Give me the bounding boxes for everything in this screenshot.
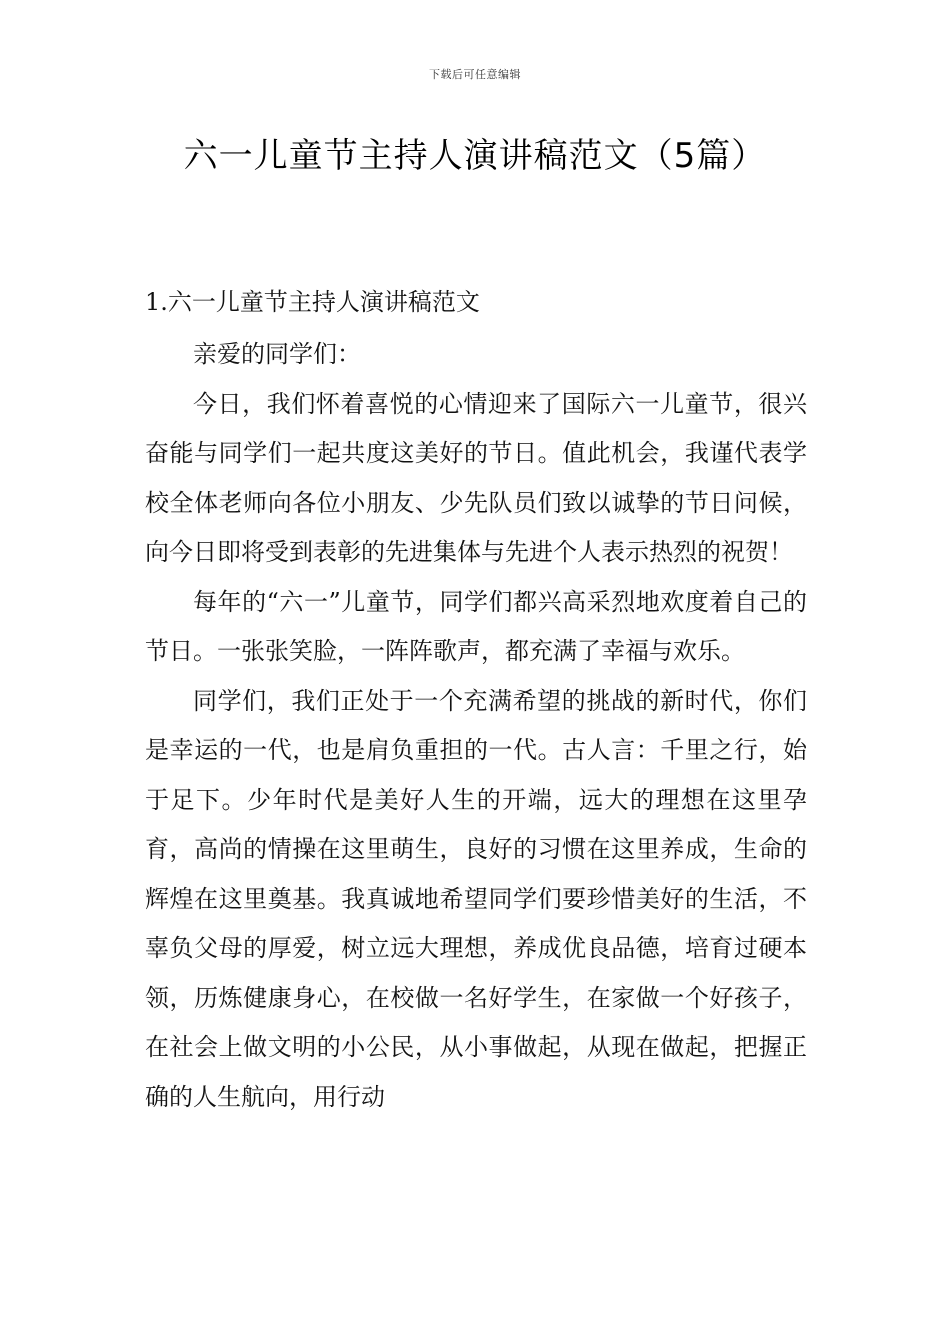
salutation-paragraph: 亲爱的同学们： — [193, 340, 361, 368]
document-body — [145, 282, 807, 1122]
body-paragraph: 今日，我们怀着喜悦的心情迎来了国际六一儿童节，很兴奋能与同学们一起共度这美好的节日。值此机会，我谨代表学校全体老师向各位小朋友、少先队员们致以诚挚的节日问候，向今日即将受到表彰的先进集体与先进个人表示热烈的祝贺！ — [145, 389, 807, 566]
body-paragraph: 每年的“六一”儿童节，同学们都兴高采烈地欢度着自己的节日。一张张笑脸，一阵阵歌声，都充满了幸福与欢乐。 — [145, 587, 807, 665]
header-note: 下载后可任意编辑 — [429, 68, 521, 81]
section-heading: 1.六一儿童节主持人演讲稿范文 — [145, 288, 480, 316]
document-title: 六一儿童节主持人演讲稿范文（5篇） — [183, 136, 767, 176]
body-paragraph: 同学们，我们正处于一个充满希望的挑战的新时代，你们是幸运的一代，也是肩负重担的一代。古人言：千里之行，始于足下。少年时代是美好人生的开端，远大的理想在这里孕育，高尚的情操在这里萌生，良好的习惯在这里养成，生命的辉煌在这里奠基。我真诚地希望同学们要珍惜美好的生活，不辜负父母的厚爱，树立远大理想，养成优良品德，培育过硬本领，历炼健康身心，在校做一名好学生，在家做一个好孩子，在社会上做文明的小公民，从小事做起，从现在做起，把握正确的人生航向，用行动 — [145, 686, 807, 1111]
